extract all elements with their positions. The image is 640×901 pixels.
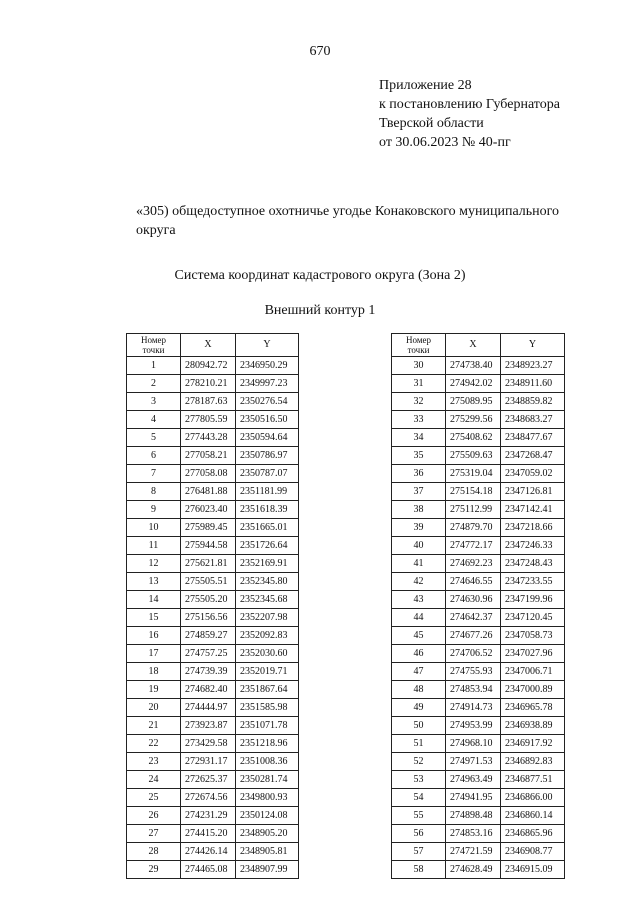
x-cell: 277058.21 — [181, 447, 236, 465]
table-row — [392, 393, 565, 411]
table-row — [127, 663, 299, 681]
table-row — [127, 465, 299, 483]
x-cell: 275156.56 — [181, 609, 236, 627]
table-row — [392, 609, 565, 627]
point-number-cell: 52 — [392, 753, 446, 771]
x-cell: 275089.95 — [446, 393, 501, 411]
table-row — [392, 717, 565, 735]
x-cell: 277805.59 — [181, 411, 236, 429]
table-row — [127, 555, 299, 573]
x-cell: 274682.40 — [181, 681, 236, 699]
x-cell: 274642.37 — [446, 609, 501, 627]
y-cell: 2347126.81 — [501, 483, 565, 501]
y-cell: 2349800.93 — [236, 789, 299, 807]
table-row — [127, 771, 299, 789]
y-cell: 2351726.64 — [236, 537, 299, 555]
table-row — [392, 861, 565, 879]
point-number-cell: 26 — [127, 807, 181, 825]
point-number-cell: 13 — [127, 573, 181, 591]
table-row — [392, 465, 565, 483]
table-row — [392, 555, 565, 573]
x-cell: 273923.87 — [181, 717, 236, 735]
table-row — [127, 645, 299, 663]
coordinates-table-right — [391, 333, 565, 879]
table-header-row — [392, 334, 565, 357]
x-cell: 275944.58 — [181, 537, 236, 555]
point-number-cell: 21 — [127, 717, 181, 735]
point-number-cell: 37 — [392, 483, 446, 501]
point-number-cell: 35 — [392, 447, 446, 465]
table-row — [127, 537, 299, 555]
y-cell: 2352030.60 — [236, 645, 299, 663]
x-cell: 274772.17 — [446, 537, 501, 555]
x-cell: 277058.08 — [181, 465, 236, 483]
x-cell: 272674.56 — [181, 789, 236, 807]
x-cell: 274739.39 — [181, 663, 236, 681]
x-cell: 274757.25 — [181, 645, 236, 663]
point-number-cell: 19 — [127, 681, 181, 699]
table-row — [392, 519, 565, 537]
x-cell: 275509.63 — [446, 447, 501, 465]
x-cell: 272625.37 — [181, 771, 236, 789]
point-number-cell: 11 — [127, 537, 181, 555]
x-cell: 274465.08 — [181, 861, 236, 879]
document-heading: «305) общедоступное охотничье угодье Конаковского муниципального округа — [136, 204, 560, 238]
point-number-cell: 36 — [392, 465, 446, 483]
table-row — [392, 807, 565, 825]
y-cell: 2351008.36 — [236, 753, 299, 771]
y-cell: 2352345.80 — [236, 573, 299, 591]
table-row — [392, 573, 565, 591]
table-row — [392, 771, 565, 789]
table-row — [392, 627, 565, 645]
contour-title: Внешний контур 1 — [264, 303, 376, 318]
header-x: X — [181, 334, 236, 357]
y-cell: 2346908.77 — [501, 843, 565, 861]
header-point-number — [127, 334, 181, 357]
coordinates-table-left — [126, 333, 299, 879]
table-row — [127, 429, 299, 447]
point-number-cell: 53 — [392, 771, 446, 789]
y-cell: 2346938.89 — [501, 717, 565, 735]
point-number-cell: 41 — [392, 555, 446, 573]
y-cell: 2347218.66 — [501, 519, 565, 537]
point-number-cell: 29 — [127, 861, 181, 879]
y-cell: 2346950.29 — [236, 357, 299, 375]
x-cell: 274426.14 — [181, 843, 236, 861]
y-cell: 2352207.98 — [236, 609, 299, 627]
y-cell: 2346917.92 — [501, 735, 565, 753]
appendix-line: Приложение 28 — [379, 78, 472, 93]
y-cell: 2347233.55 — [501, 573, 565, 591]
y-cell: 2351585.98 — [236, 699, 299, 717]
table-row — [127, 393, 299, 411]
y-cell: 2348907.99 — [236, 861, 299, 879]
point-number-cell: 27 — [127, 825, 181, 843]
y-cell: 2347268.47 — [501, 447, 565, 465]
x-cell: 274914.73 — [446, 699, 501, 717]
y-cell: 2352345.68 — [236, 591, 299, 609]
y-cell: 2352169.91 — [236, 555, 299, 573]
point-number-cell: 54 — [392, 789, 446, 807]
x-cell: 274968.10 — [446, 735, 501, 753]
y-cell: 2347199.96 — [501, 591, 565, 609]
point-number-cell: 12 — [127, 555, 181, 573]
y-cell: 2349997.23 — [236, 375, 299, 393]
point-number-cell: 32 — [392, 393, 446, 411]
x-cell: 274898.48 — [446, 807, 501, 825]
y-cell: 2348905.81 — [236, 843, 299, 861]
table-row — [127, 681, 299, 699]
table-row — [392, 645, 565, 663]
table-row — [392, 843, 565, 861]
x-cell: 274231.29 — [181, 807, 236, 825]
y-cell: 2352019.71 — [236, 663, 299, 681]
y-cell: 2348905.20 — [236, 825, 299, 843]
point-number-cell: 49 — [392, 699, 446, 717]
y-cell: 2347059.02 — [501, 465, 565, 483]
y-cell: 2350786.97 — [236, 447, 299, 465]
point-number-cell: 8 — [127, 483, 181, 501]
point-number-cell: 17 — [127, 645, 181, 663]
table-row — [392, 429, 565, 447]
x-cell: 275505.20 — [181, 591, 236, 609]
point-number-cell: 7 — [127, 465, 181, 483]
x-cell: 274953.99 — [446, 717, 501, 735]
table-row — [392, 735, 565, 753]
x-cell: 273429.58 — [181, 735, 236, 753]
point-number-cell: 46 — [392, 645, 446, 663]
point-number-cell: 20 — [127, 699, 181, 717]
appendix-block — [379, 76, 560, 152]
appendix-line: к постановлению Губернатора — [379, 97, 560, 112]
point-number-cell: 56 — [392, 825, 446, 843]
table-row — [127, 483, 299, 501]
header-number-label: Номер — [140, 335, 167, 345]
point-number-cell: 58 — [392, 861, 446, 879]
point-number-cell: 3 — [127, 393, 181, 411]
table-row — [392, 447, 565, 465]
table-row — [127, 501, 299, 519]
appendix-line: Тверской области — [379, 116, 484, 131]
y-cell: 2351665.01 — [236, 519, 299, 537]
page-number: 670 — [309, 44, 331, 59]
point-number-cell: 31 — [392, 375, 446, 393]
table-row — [127, 735, 299, 753]
x-cell: 275112.99 — [446, 501, 501, 519]
x-cell: 275989.45 — [181, 519, 236, 537]
point-number-cell: 45 — [392, 627, 446, 645]
table-header-row — [127, 334, 299, 357]
table-row — [127, 627, 299, 645]
y-cell: 2350124.08 — [236, 807, 299, 825]
point-number-cell: 33 — [392, 411, 446, 429]
table-row — [392, 357, 565, 375]
point-number-cell: 44 — [392, 609, 446, 627]
point-number-cell: 34 — [392, 429, 446, 447]
y-cell: 2350276.54 — [236, 393, 299, 411]
y-cell: 2347142.41 — [501, 501, 565, 519]
table-row — [127, 573, 299, 591]
x-cell: 277443.28 — [181, 429, 236, 447]
point-number-cell: 43 — [392, 591, 446, 609]
y-cell: 2346877.51 — [501, 771, 565, 789]
x-cell: 274941.95 — [446, 789, 501, 807]
header-y: Y — [501, 334, 565, 357]
table-row — [127, 357, 299, 375]
x-cell: 274415.20 — [181, 825, 236, 843]
y-cell: 2350594.64 — [236, 429, 299, 447]
point-number-cell: 22 — [127, 735, 181, 753]
y-cell: 2350516.50 — [236, 411, 299, 429]
x-cell: 278210.21 — [181, 375, 236, 393]
point-number-cell: 23 — [127, 753, 181, 771]
y-cell: 2347058.73 — [501, 627, 565, 645]
table-row — [127, 825, 299, 843]
point-number-cell: 28 — [127, 843, 181, 861]
y-cell: 2351618.39 — [236, 501, 299, 519]
point-number-cell: 24 — [127, 771, 181, 789]
y-cell: 2347246.33 — [501, 537, 565, 555]
point-number-cell: 5 — [127, 429, 181, 447]
point-number-cell: 1 — [127, 357, 181, 375]
table-row — [127, 861, 299, 879]
x-cell: 274963.49 — [446, 771, 501, 789]
x-cell: 274677.26 — [446, 627, 501, 645]
table-row — [392, 699, 565, 717]
x-cell: 274738.40 — [446, 357, 501, 375]
table-row — [127, 519, 299, 537]
point-number-cell: 2 — [127, 375, 181, 393]
table-row — [392, 375, 565, 393]
point-number-cell: 47 — [392, 663, 446, 681]
x-cell: 274646.55 — [446, 573, 501, 591]
point-number-cell: 25 — [127, 789, 181, 807]
header-x: X — [446, 334, 501, 357]
y-cell: 2346965.78 — [501, 699, 565, 717]
x-cell: 275505.51 — [181, 573, 236, 591]
y-cell: 2347120.45 — [501, 609, 565, 627]
y-cell: 2348859.82 — [501, 393, 565, 411]
point-number-cell: 42 — [392, 573, 446, 591]
y-cell: 2348477.67 — [501, 429, 565, 447]
point-number-cell: 6 — [127, 447, 181, 465]
x-cell: 274706.52 — [446, 645, 501, 663]
table-row — [127, 591, 299, 609]
table-row — [127, 753, 299, 771]
table-row — [392, 681, 565, 699]
x-cell: 274879.70 — [446, 519, 501, 537]
y-cell: 2351867.64 — [236, 681, 299, 699]
x-cell: 275299.56 — [446, 411, 501, 429]
table-row — [392, 411, 565, 429]
x-cell: 275319.04 — [446, 465, 501, 483]
y-cell: 2346866.00 — [501, 789, 565, 807]
table-row — [127, 843, 299, 861]
table-row — [392, 663, 565, 681]
point-number-cell: 30 — [392, 357, 446, 375]
y-cell: 2350787.07 — [236, 465, 299, 483]
y-cell: 2347000.89 — [501, 681, 565, 699]
x-cell: 274630.96 — [446, 591, 501, 609]
point-number-cell: 51 — [392, 735, 446, 753]
y-cell: 2351218.96 — [236, 735, 299, 753]
point-number-cell: 15 — [127, 609, 181, 627]
header-point-label: точки — [142, 345, 165, 355]
x-cell: 274853.16 — [446, 825, 501, 843]
x-cell: 275408.62 — [446, 429, 501, 447]
table-row — [127, 789, 299, 807]
point-number-cell: 18 — [127, 663, 181, 681]
point-number-cell: 39 — [392, 519, 446, 537]
table-row — [127, 609, 299, 627]
header-point-number — [392, 334, 446, 357]
y-cell: 2348683.27 — [501, 411, 565, 429]
x-cell: 274444.97 — [181, 699, 236, 717]
x-cell: 275621.81 — [181, 555, 236, 573]
x-cell: 274971.53 — [446, 753, 501, 771]
x-cell: 274628.49 — [446, 861, 501, 879]
y-cell: 2347006.71 — [501, 663, 565, 681]
x-cell: 274853.94 — [446, 681, 501, 699]
x-cell: 272931.17 — [181, 753, 236, 771]
point-number-cell: 48 — [392, 681, 446, 699]
appendix-line: от 30.06.2023 № 40-пг — [379, 135, 511, 150]
point-number-cell: 9 — [127, 501, 181, 519]
x-cell: 276481.88 — [181, 483, 236, 501]
x-cell: 274721.59 — [446, 843, 501, 861]
header-point-label: точки — [407, 345, 430, 355]
point-number-cell: 38 — [392, 501, 446, 519]
table-row — [392, 753, 565, 771]
table-row — [392, 591, 565, 609]
header-number-label: Номер — [405, 335, 432, 345]
coordinate-system-title: Система координат кадастрового округа (Зона 2) — [174, 268, 466, 283]
point-number-cell: 55 — [392, 807, 446, 825]
point-number-cell: 40 — [392, 537, 446, 555]
x-cell: 274942.02 — [446, 375, 501, 393]
table-row — [127, 447, 299, 465]
x-cell: 275154.18 — [446, 483, 501, 501]
table-row — [127, 717, 299, 735]
table-row — [127, 411, 299, 429]
table-row — [127, 699, 299, 717]
y-cell: 2352092.83 — [236, 627, 299, 645]
y-cell: 2346915.09 — [501, 861, 565, 879]
y-cell: 2351071.78 — [236, 717, 299, 735]
table-row — [392, 501, 565, 519]
x-cell: 278187.63 — [181, 393, 236, 411]
table-row — [392, 537, 565, 555]
x-cell: 276023.40 — [181, 501, 236, 519]
y-cell: 2348923.27 — [501, 357, 565, 375]
x-cell: 274859.27 — [181, 627, 236, 645]
y-cell: 2346860.14 — [501, 807, 565, 825]
point-number-cell: 50 — [392, 717, 446, 735]
point-number-cell: 57 — [392, 843, 446, 861]
table-row — [392, 483, 565, 501]
table-row — [127, 807, 299, 825]
y-cell: 2348911.60 — [501, 375, 565, 393]
point-number-cell: 14 — [127, 591, 181, 609]
y-cell: 2346892.83 — [501, 753, 565, 771]
table-row — [392, 789, 565, 807]
y-cell: 2350281.74 — [236, 771, 299, 789]
y-cell: 2346865.96 — [501, 825, 565, 843]
x-cell: 274755.93 — [446, 663, 501, 681]
y-cell: 2347027.96 — [501, 645, 565, 663]
point-number-cell: 16 — [127, 627, 181, 645]
table-row — [392, 825, 565, 843]
y-cell: 2351181.99 — [236, 483, 299, 501]
x-cell: 280942.72 — [181, 357, 236, 375]
y-cell: 2347248.43 — [501, 555, 565, 573]
x-cell: 274692.23 — [446, 555, 501, 573]
header-y: Y — [236, 334, 299, 357]
point-number-cell: 4 — [127, 411, 181, 429]
point-number-cell: 10 — [127, 519, 181, 537]
table-row — [127, 375, 299, 393]
